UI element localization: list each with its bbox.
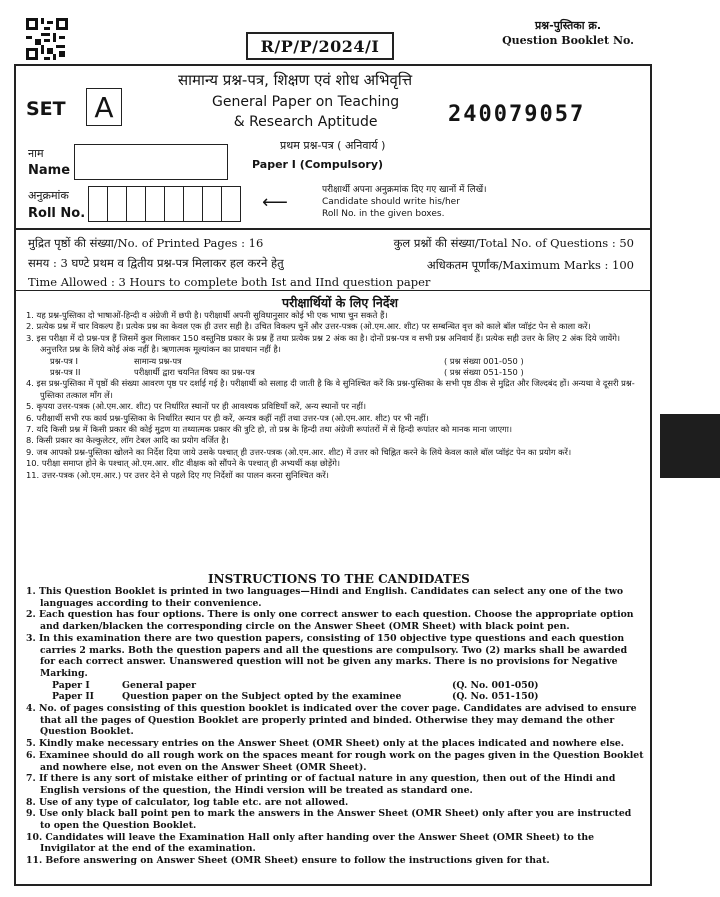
instruction-item: 6. परीक्षार्थी सभी रफ कार्य प्रश्न-पुस्तिका के निर्धारित स्थान पर ही करें, अन्यत्र कहीं नहीं तथा उत्तर-पत्र (ओ.एम.आर. शीट) पर भी नहीं। xyxy=(26,412,429,423)
qr-code-icon xyxy=(26,18,68,60)
candidate-note-line1: Candidate should write his/her xyxy=(322,197,460,207)
instruction-item: 5. Kindly make necessary entries on the Answer Sheet (OMR Sheet) only at the places indicated and nowhere else. xyxy=(26,738,624,750)
instruction-item: 3. इस परीक्षा में दो प्रश्न-पत्र हैं जिसमें कुल मिलाकर 150 वस्तुनिष्ठ प्रकार के प्रश्न हैं तथा प्रत्येक प्रश्न 2 अंक का है। दोनों प्रश्न-पत्र व सभी प्रश्न अनिवार्य हैं। प्रत्येक सही उत्तर के लिए 2 अंक दिये जायेंगे। अनुत्तरित प्रश्न के लिये कोई अंक नहीं है। ऋणात्मक मूल्यांकन का प्रावधान नहीं है। xyxy=(26,332,621,355)
instruction-item: 5. कृपया उत्तर-पत्रक (ओ.एम.आर. शीट) पर निर्धारित स्थानों पर ही आवश्यक प्रविष्टियाँ करें, अन्य स्थानों पर नहीं। xyxy=(26,401,366,412)
time-allowed: Time Allowed : 3 Hours to complete both Ist and IInd question paper xyxy=(28,275,431,289)
instruction-item: 3. In this examination there are two question papers, consisting of 150 objective type questions and each question carries 2 marks. Both the question papers and all the questions are compulsory. Two (2) marks shall be awarded for each correct answer. Unanswered question will not be given any marks. There is no provisions for Negative Marking. xyxy=(26,632,628,679)
instruction-item: 1. This Question Booklet is printed in two languages—Hindi and English. Candidates can select any one of the two languages according to their convenience. xyxy=(26,586,624,609)
roll-label-hindi: अनुक्रमांक xyxy=(28,189,69,202)
instruction-item: 10. Candidates will leave the Examination Hall only after handing over the Answer Sheet (OMR Sheet) to the Invigilator at the end of the examination. xyxy=(26,831,595,855)
paper-row xyxy=(26,691,644,703)
instructions-english-title: INSTRUCTIONS TO THE CANDIDATES xyxy=(208,572,470,586)
paper-hindi: प्रथम प्रश्न-पत्र ( अनिवार्य ) xyxy=(280,139,386,152)
candidate-note-line2: Roll No. in the given boxes. xyxy=(322,209,445,219)
instruction-item: 6. Examinee should do all rough work on the spaces meant for rough work on the pages given in the Question Booklet and nowhere else, not even on the Answer Sheet (OMR Sheet). xyxy=(26,749,644,773)
exam-code: R/P/P/2024/I xyxy=(246,32,394,60)
arrow-left-icon: ⟵ xyxy=(262,192,288,213)
paper-label: Paper II xyxy=(52,691,95,703)
title-hindi: सामान्य प्रश्न-पत्र, शिक्षण एवं शोध अभिवृत्ति xyxy=(178,71,413,89)
set-label: SET xyxy=(26,98,66,120)
roll-digit-box[interactable] xyxy=(184,187,203,221)
roll-label: Roll No. xyxy=(28,206,86,221)
maximum-marks: अधिकतम पूर्णांक/Maximum Marks : 100 xyxy=(426,258,634,272)
paper-row xyxy=(26,356,644,367)
instruction-item: 2. Each question has four options. There is only one correct answer to each question. Choose the appropriate option and darken/blacken the corresponding circle on the Answer Sheet (OMR Sheet) with black point pen. xyxy=(26,609,634,633)
roll-number-boxes[interactable] xyxy=(88,186,241,222)
instruction-item: 10. परीक्षा समाप्त होने के पश्चात् ओ.एम.आर. शीट वीक्षक को सौंपने के पश्चात् ही अभ्यर्थी कक्ष छोड़ेंगे। xyxy=(26,458,341,469)
roll-digit-box[interactable] xyxy=(222,187,240,221)
booklet-no-english: Question Booklet No. xyxy=(502,34,634,47)
time-hindi: समय : 3 घण्टे प्रथम व द्वितीय प्रश्न-पत्र मिलाकर हल करने हेतु xyxy=(28,256,284,270)
instructions-hindi-title: परीक्षार्थियों के लिए निर्देश xyxy=(282,295,398,310)
instruction-item: 8. Use of any type of calculator, log table etc. are not allowed. xyxy=(26,796,349,808)
set-value: A xyxy=(86,88,122,126)
roll-digit-box[interactable] xyxy=(165,187,184,221)
roll-digit-box[interactable] xyxy=(146,187,165,221)
paper-desc: परीक्षार्थी द्वारा चयनित विषय का प्रश्न-पत्र xyxy=(134,367,255,378)
paper-range: (Q. No. 001-050) xyxy=(452,679,539,691)
name-label: Name xyxy=(28,163,71,178)
title-english xyxy=(212,92,399,132)
paper-desc: General paper xyxy=(122,679,197,691)
printed-pages: मुद्रित पृष्ठों की संख्या/No. of Printed Pages : 16 xyxy=(28,236,264,250)
booklet-no-hindi: प्रश्न-पुस्तिका क्र. xyxy=(535,19,602,32)
instruction-item: 1. यह प्रश्न-पुस्तिका दो भाषाओं-हिन्दी व अंग्रेजी में छपी है। परीक्षार्थी अपनी सुविधानुसार कोई भी एक भाषा चुन सकते हैं। xyxy=(26,310,388,320)
instruction-item: 9. Use only black ball point pen to mark the answers in the Answer Sheet (OMR Sheet) only after you are instructed to open the Question Booklet. xyxy=(26,808,632,832)
instruction-item: 4. No. of pages consisting of this question booklet is indicated over the cover page. Candidates are advised to ensure that all the pages of Question Booklet are properly printed and binded. Otherwise they may demand the other Question Booklet. xyxy=(26,703,637,738)
paper-english: Paper I (Compulsory) xyxy=(252,158,384,171)
instruction-item: 7. यदि किसी प्रश्न में किसी प्रकार की कोई मुद्रण या तथ्यात्मक प्रकार की त्रुटि हो, तो प्रश्न के हिन्दी तथा अंग्रेजी रूपांतरों में से हिन्दी रूपांतर को मानक माना जाएगा। xyxy=(26,424,513,435)
total-questions: कुल प्रश्नों की संख्या/Total No. of Questions : 50 xyxy=(393,236,634,250)
paper-label: Paper I xyxy=(52,679,90,691)
roll-digit-box[interactable] xyxy=(127,187,146,221)
paper-desc: Question paper on the Subject opted by the examinee xyxy=(122,691,402,703)
paper-label: प्रश्न-पत्र II xyxy=(50,367,81,378)
roll-digit-box[interactable] xyxy=(108,187,127,221)
name-field[interactable] xyxy=(74,144,228,180)
instruction-item: 8. किसी प्रकार का केल्कुलेटर, लॉग टेबल आदि का प्रयोग वर्जित है। xyxy=(26,435,229,446)
instruction-item: 2. प्रत्येक प्रश्न में चार विकल्प हैं। प्रत्येक प्रश्न का केवल एक ही उत्तर सही है। उचित विकल्प चुनें और उत्तर-पत्रक (ओ.एम.आर. शीट) पर सम्बन्धित वृत्त को काले बॉल प्वॉइंट पेन से काला करें। xyxy=(26,321,591,332)
title-english-line2: & Research Aptitude xyxy=(233,114,378,130)
divider xyxy=(14,228,652,230)
instruction-item: 11. Before answering on Answer Sheet (OMR Sheet) ensure to follow the instructions given for that. xyxy=(26,855,550,867)
paper-row xyxy=(26,367,644,378)
roll-digit-box[interactable] xyxy=(89,187,108,221)
instruction-item: 4. इस प्रश्न-पुस्तिका में पृष्ठों की संख्या आवरण पृष्ठ पर दर्शाई गई है। परीक्षार्थी को सलाह दी जाती है कि वे सुनिश्चित करें कि प्रश्न-पुस्तिका के सभी पृष्ठ ठीक से मुद्रित और जिल्दबंद हों। अन्यथा वे दूसरी प्रश्न-पुस्तिका तत्काल माँग लें। xyxy=(26,378,635,400)
instruction-item: 9. जब आपको प्रश्न-पुस्तिका खोलने का निर्देश दिया जाये उसके पश्चात् ही उत्तर-पत्रक (ओ.एम.आर. शीट) में उत्तर को चिह्नित करने के लिये केवल काले बॉल प्वॉइंट पेन का प्रयोग करें। xyxy=(26,446,572,457)
candidate-note-hindi: परीक्षार्थी अपना अनुक्रमांक दिए गए खानों में लिखें। xyxy=(322,185,487,195)
paper-range: (Q. No. 051-150) xyxy=(452,691,539,703)
instruction-item: 7. If there is any sort of mistake either of printing or of factual nature in any question, then out of the Hindi and English versions of the question, the Hindi version will be treated as standard one. xyxy=(26,773,616,796)
divider xyxy=(14,290,652,291)
scan-edge-shadow xyxy=(660,414,720,478)
instruction-item: 11. उत्तर-पत्रक (ओ.एम.आर.) पर उत्तर देने से पहले दिए गए निर्देशों का पालन करना सुनिश्चित करें। xyxy=(26,469,329,480)
instructions-english xyxy=(26,586,644,867)
candidate-roll-note xyxy=(322,184,486,220)
paper-row xyxy=(26,680,644,692)
booklet-serial-number: 240079057 xyxy=(448,102,586,127)
title-english-line1: General Paper on Teaching xyxy=(212,94,400,110)
paper-desc: सामान्य प्रश्न-पत्र xyxy=(134,355,182,366)
roll-digit-box[interactable] xyxy=(203,187,222,221)
paper-label: प्रश्न-पत्र I xyxy=(50,355,78,366)
question-booklet-label xyxy=(502,18,634,48)
name-label-hindi: नाम xyxy=(28,147,44,160)
paper-range: ( प्रश्न संख्या 001-050 ) xyxy=(444,355,524,366)
instructions-hindi xyxy=(26,310,644,481)
paper-range: ( प्रश्न संख्या 051-150 ) xyxy=(444,367,524,378)
